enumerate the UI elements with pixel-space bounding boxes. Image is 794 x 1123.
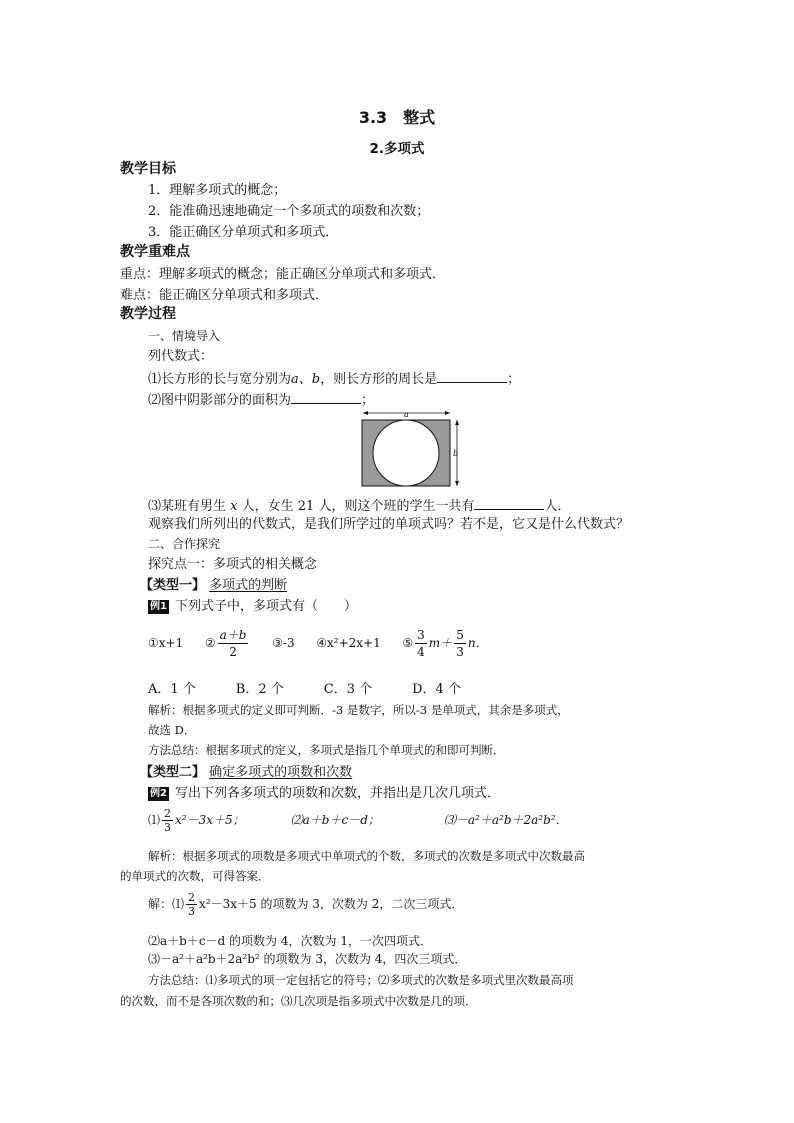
fraction: $\frac{a+b}{2}$ — [219, 628, 247, 659]
goals-heading: 教学目标 — [120, 161, 176, 177]
key-focus: 重点：理解多项式的概念；能正确区分单项式和多项式． — [120, 267, 446, 282]
example-1-answer: 故选 D． — [148, 723, 196, 737]
example-2-polynomials: ⑴ $\frac{2}{3}$ x²－3x＋5； ⑵a＋b＋c－d； ⑶－a²＋a²b＋2a²b²． — [148, 807, 568, 834]
example-1-choices — [148, 683, 461, 696]
observe-question: 观察我们所列出的代数式，是我们所学过的单项式吗？若不是，它又是什么代数式？ — [148, 517, 630, 532]
question-1: ⑴长方形的长与宽分别为a、b，则长方形的周长是 ； — [148, 372, 521, 387]
answer-blank — [474, 498, 544, 510]
goal-item: 2．能准确迅速地确定一个多项式的项数和次数； — [148, 204, 430, 219]
answer-blank — [437, 371, 507, 383]
example-2-method: 方法总结：⑴多项式的项一定包括它的符号；⑵多项式的次数是多项式里次数最高项 — [148, 973, 574, 987]
answer-blank — [291, 392, 361, 404]
figure-label-a: a — [404, 410, 409, 419]
fraction: $\frac{3}{4}$ — [417, 628, 425, 659]
choice-d: D．4 个 — [412, 682, 461, 697]
section-explore: 二、合作探究 — [148, 537, 221, 551]
solution-1: 解：⑴ $\frac{2}{3}$ x²－3x＋5 的项数为 3，次数为 2，二次三项式． — [148, 891, 464, 918]
type-2-heading: 【类型二】 确定多项式的项数和次数 — [140, 765, 353, 780]
process-heading: 教学过程 — [120, 306, 176, 322]
key-heading: 教学重难点 — [120, 244, 190, 260]
section-intro: 一、情境导入 — [148, 329, 221, 343]
example-2-method-cont: 的次数，而不是各项次数的和；⑶几次项是指多项式中次数是几的项． — [120, 994, 477, 1008]
choice-b: B．2 个 — [235, 682, 284, 697]
page-title: 3.3 整式 — [358, 108, 436, 127]
example-1-analysis: 解析：根据多项式的定义即可判断．-3 是数字，所以-3 是单项式，其余是多项式， — [148, 703, 569, 717]
goal-item: 3．能正确区分单项式和多项式． — [148, 225, 339, 240]
example-2: 例2 写出下列各多项式的项数和次数，并指出是几次几项式． — [150, 786, 500, 801]
example-2-analysis: 解析：根据多项式的项数是多项式中单项式的个数，多项式的次数是多项式中次数最高 — [148, 849, 585, 863]
example-badge: 例1 — [150, 601, 167, 612]
solution-2: ⑵a＋b＋c－d 的项数为 4，次数为 1，一次四项式． — [148, 934, 432, 948]
intro-text: 列代数式： — [148, 349, 214, 364]
question-3: ⑶某班有男生 x 人，女生 21 人，则这个班的学生一共有 人． — [148, 499, 571, 514]
shaded-area-figure — [358, 408, 468, 490]
type-1-heading: 【类型一】 多项式的判断 — [140, 578, 288, 593]
example-1-options: ①x+1 ② $\frac{a+b}{2}$ ③-3 ④x²+2x+1 ⑤ $\frac{3}{4}$ m＋ $\frac{5}{3}$ n． — [148, 628, 488, 659]
explore-point-1: 探究点一：多项式的相关概念 — [148, 557, 318, 572]
choice-a: A．1 个 — [148, 682, 196, 697]
example-badge: 例2 — [150, 788, 167, 799]
choice-c: C．3 个 — [323, 682, 373, 697]
figure-label-b: b — [453, 449, 459, 458]
fraction: $\frac{5}{3}$ — [456, 628, 464, 659]
page-subtitle: 2.多项式 — [369, 141, 425, 157]
example-1: 例1 下列式子中，多项式有（ ） — [150, 599, 357, 614]
question-2: ⑵图中阴影部分的面积为 ； — [148, 393, 375, 408]
example-1-method: 方法总结：根据多项式的定义，多项式是指几个单项式的和即可判断． — [148, 743, 505, 757]
goal-item: 1．理解多项式的概念； — [148, 183, 287, 198]
fraction: $\frac{2}{3}$ — [164, 807, 172, 834]
fraction: $\frac{2}{3}$ — [188, 891, 196, 918]
example-2-analysis-cont: 的单项式的次数，可得答案． — [120, 869, 270, 883]
solution-3: ⑶－a²＋a²b＋2a²b² 的项数为 3，次数为 4，四次三项式． — [148, 952, 467, 966]
key-difficulty: 难点：能正确区分单项式和多项式． — [120, 288, 329, 303]
